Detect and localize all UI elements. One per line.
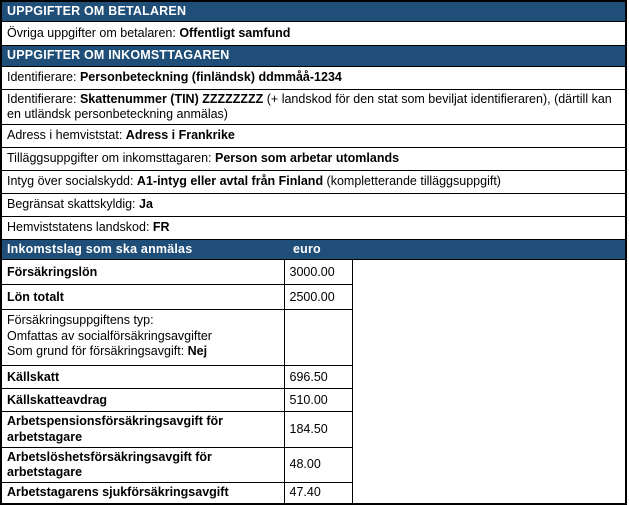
income-value: 3000.00 (284, 260, 352, 285)
income-value: 184.50 (284, 412, 352, 448)
insurance-info-line1: Försäkringsuppgiftens typ: (7, 313, 154, 328)
info-row-limited-tax-liability (1, 194, 626, 217)
info-row-payer-other (1, 22, 626, 46)
info-cell (1, 22, 626, 46)
field-label: Begränsat skattskyldig: (7, 197, 140, 212)
field-value: A1-intyg eller avtal från Finland (136, 174, 324, 189)
field-value: Personbeteckning (finländsk) ddmmåå-1234 (79, 69, 342, 84)
income-label: Arbetstagarens sjukförsäkringsavgift (1, 483, 284, 504)
field-value: FR (152, 220, 170, 235)
field-label: Adress i hemviststat: (7, 128, 126, 143)
field-value: Ja (139, 197, 153, 212)
income-value-empty (284, 310, 352, 366)
info-cell (1, 171, 626, 194)
income-types-section-header-row (1, 240, 626, 260)
info-row-additional-info (1, 148, 626, 171)
info-row-identifier-personal (1, 66, 626, 89)
income-row-insurance-salary (1, 260, 626, 285)
field-value: Nej (187, 343, 208, 358)
field-note: (+ landskod för den stat som beviljat identifieraren), (därtill kan en utländsk personbeteckning anmälas) (7, 91, 612, 121)
field-label: Intyg över socialskydd: (7, 174, 137, 189)
euro-column-header: euro (293, 242, 321, 256)
field-label: Tilläggsuppgifter om inkomsttagaren: (7, 151, 215, 166)
income-label: Källskatt (1, 366, 284, 389)
info-row-social-security-certificate (1, 171, 626, 194)
insurance-info-cell (1, 310, 284, 366)
insurance-info-line3 (7, 344, 279, 359)
insurance-info-line2: Omfattas av socialförsäkringsavgifter (7, 328, 212, 343)
field-value: Person som arbetar utomlands (214, 151, 400, 166)
payer-section-header-row (1, 1, 626, 22)
info-cell (1, 125, 626, 148)
income-value: 696.50 (284, 366, 352, 389)
info-row-address (1, 125, 626, 148)
income-label: Arbetslöshetsförsäkringsavgift för arbetstagare (1, 447, 284, 483)
income-value: 510.00 (284, 389, 352, 412)
income-earner-section-header-row (1, 46, 626, 66)
field-label: Som grund för försäkringsavgift: (7, 343, 188, 358)
field-label: Övriga uppgifter om betalaren: (7, 26, 180, 41)
income-types-header-wrap (7, 242, 620, 257)
income-label: Källskatteavdrag (1, 389, 284, 412)
info-cell (1, 66, 626, 89)
income-value: 2500.00 (284, 285, 352, 310)
income-types-section-title: Inkomstslag som ska anmälas (7, 242, 193, 256)
info-cell (1, 217, 626, 240)
income-value: 47.40 (284, 483, 352, 504)
info-row-country-code (1, 217, 626, 240)
income-types-header-cell (1, 240, 626, 260)
field-value: Offentligt samfund (179, 26, 291, 41)
field-label: Identifierare: (7, 69, 80, 84)
field-value: Adress i Frankrike (125, 128, 235, 143)
income-earner-section-title: UPPGIFTER OM INKOMSTTAGAREN (1, 46, 626, 66)
info-cell (1, 89, 626, 125)
info-cell (1, 194, 626, 217)
field-label: Identifierare: (7, 91, 80, 106)
field-value: Skattenummer (TIN) ZZZZZZZZ (79, 91, 264, 106)
info-row-identifier-tin (1, 89, 626, 125)
field-note: (kompletterande tilläggsuppgift) (323, 174, 501, 189)
field-label: Hemviststatens landskod: (7, 220, 153, 235)
income-value: 48.00 (284, 447, 352, 483)
payer-section-title: UPPGIFTER OM BETALAREN (1, 1, 626, 22)
empty-right-cell (352, 260, 626, 504)
info-cell (1, 148, 626, 171)
income-label: Försäkringslön (1, 260, 284, 285)
income-label: Lön totalt (1, 285, 284, 310)
income-label: Arbetspensionsförsäkringsavgift för arbetstagare (1, 412, 284, 448)
